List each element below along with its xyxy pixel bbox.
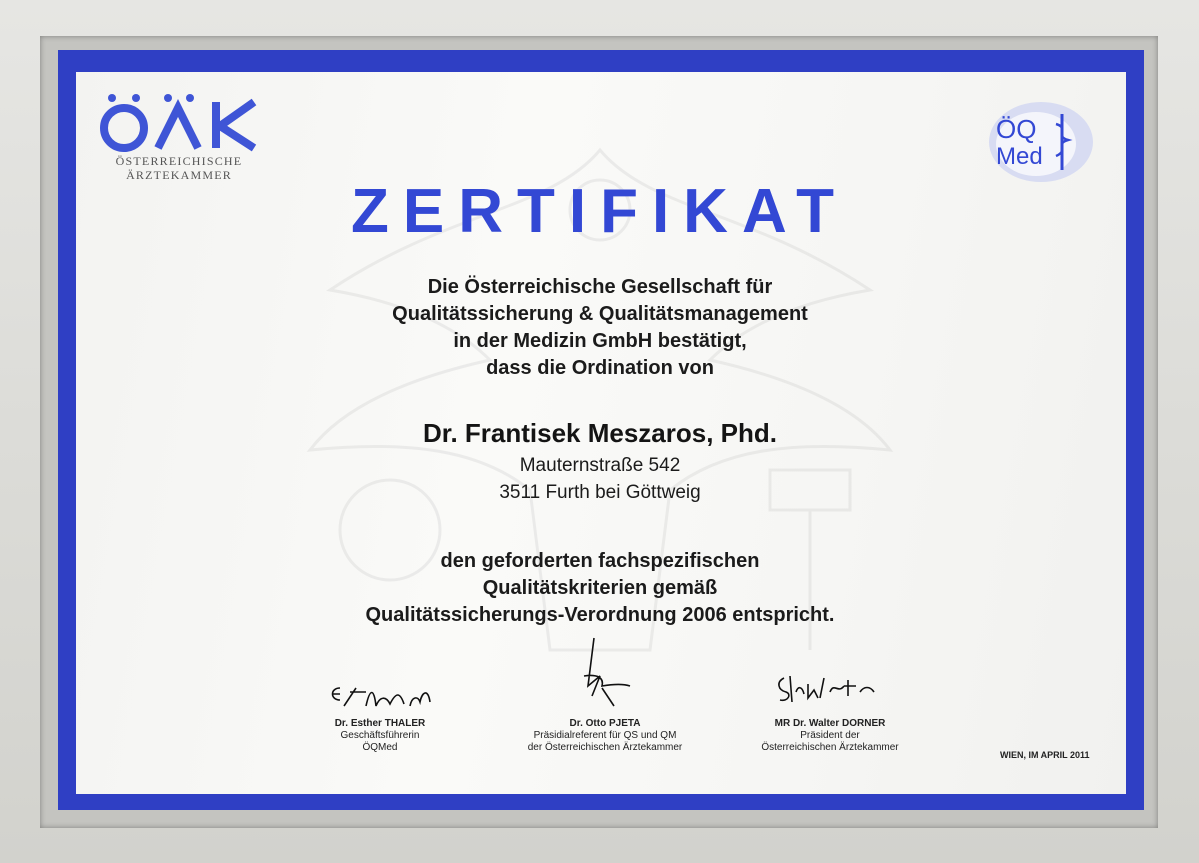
- oak-logo-line1: ÖSTERREICHISCHE: [115, 154, 243, 168]
- recipient-name: Dr. Frantisek Meszaros, Phd.: [422, 418, 777, 448]
- intro-line-4: dass die Ordination von: [486, 357, 714, 379]
- signatory-role: Präsidialreferent für QS und QM: [533, 730, 677, 741]
- oak-logo-line2: ÄRZTEKAMMER: [126, 168, 232, 182]
- signatory-role: Geschäftsführerin: [340, 730, 420, 741]
- intro-line-2: Qualitätssicherung & Qualitätsmanagement: [392, 303, 808, 325]
- statement-line-3: Qualitätssicherungs-Verordnung 2006 entspricht.: [365, 604, 835, 626]
- signatory-role: Präsident der: [800, 730, 860, 741]
- recipient-city: 3511 Furth bei Göttweig: [499, 482, 701, 503]
- signatory-name: MR Dr. Walter DORNER: [774, 718, 886, 729]
- signatory-name: Dr. Esther THALER: [334, 718, 426, 729]
- certificate-intro: [200, 274, 1000, 382]
- intro-line-3: in der Medizin GmbH bestätigt,: [453, 330, 747, 352]
- signatory-role: ÖQMed: [362, 742, 398, 753]
- signatory-thaler: [300, 718, 460, 754]
- place-date: WIEN, IM APRIL 2011: [1000, 750, 1090, 760]
- certificate-statement: [200, 548, 1000, 629]
- oak-logo-mark: [98, 92, 258, 152]
- signatory-role: der Österreichischen Ärztekammer: [527, 742, 683, 753]
- signatory-dorner: [740, 718, 920, 754]
- signature-dorner: [774, 672, 884, 706]
- statement-line-2: Qualitätskriterien gemäß: [482, 577, 718, 599]
- recipient-street: Mauternstraße 542: [519, 455, 681, 476]
- signatory-pjeta: [500, 718, 710, 754]
- recipient-address: [200, 452, 1000, 506]
- certificate-title: ZERTIFIKAT: [350, 177, 848, 246]
- statement-line-1: den geforderten fachspezifischen: [440, 550, 760, 572]
- oqmed-logo-line1: ÖQ: [996, 114, 1037, 144]
- intro-line-1: Die Österreichische Gesellschaft für: [427, 276, 773, 298]
- oqmed-logo-line2: Med: [996, 143, 1043, 170]
- signatory-role: Österreichischen Ärztekammer: [761, 742, 899, 753]
- signatory-name: Dr. Otto PJETA: [569, 718, 641, 729]
- signature-thaler: [326, 682, 436, 712]
- signature-pjeta: [574, 636, 634, 716]
